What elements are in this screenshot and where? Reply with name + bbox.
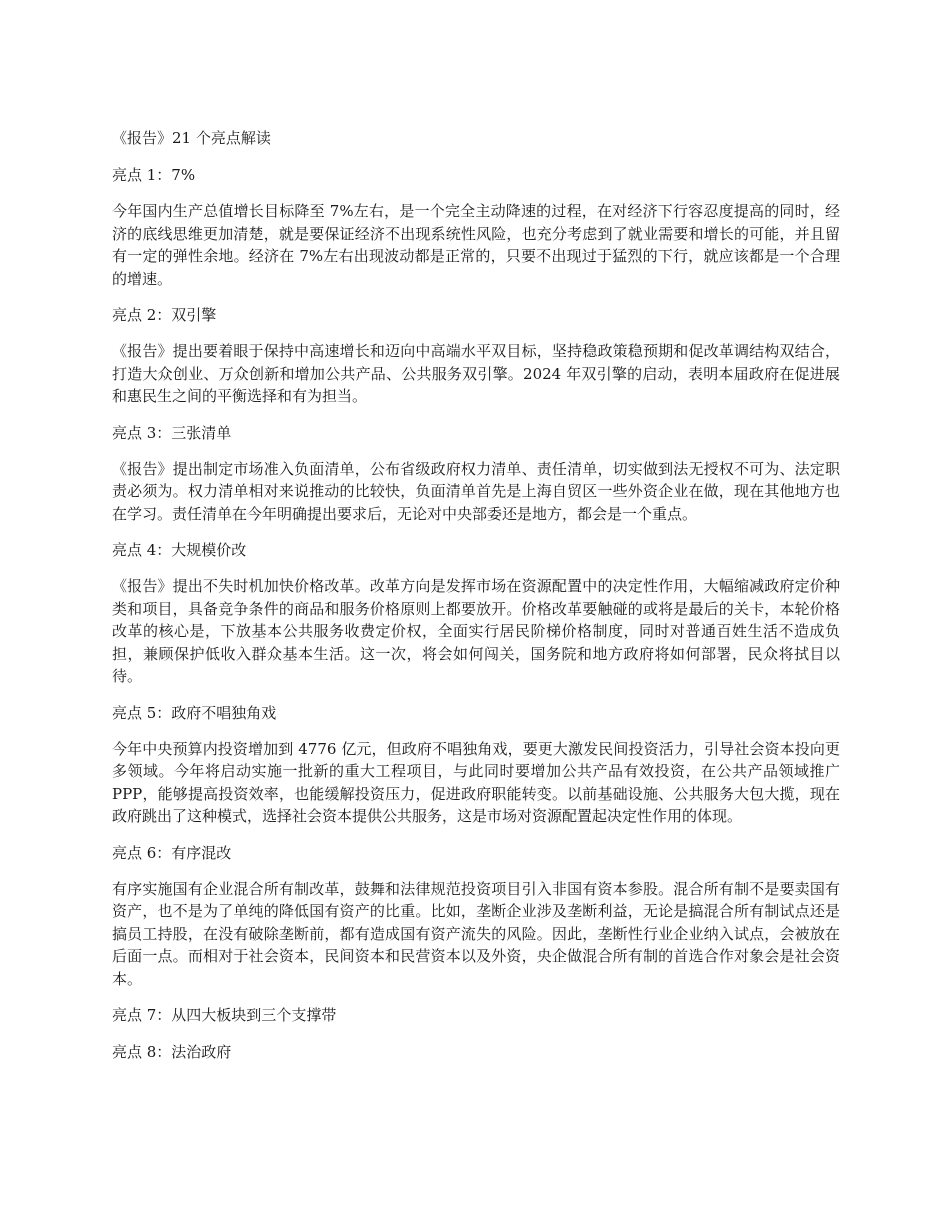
section-paragraph-4: 《报告》提出不失时机加快价格改革。改革方向是发挥市场在资源配置中的决定性作用，大幅缩减政府定价种类和项目，具备竞争条件的商品和服务价格原则上都要放开。价格改革要触碰的或将是最后的关卡，本轮价格改革的核心是，下放基本公共服务收费定价权，全面实行居民阶梯价格制度，同时对普通百姓生活不造成负担，兼顾保护低收入群众基本生活。这一次，将会如何闯关，国务院和地方政府将如何部署，民众将拭目以待。 bbox=[112, 577, 840, 685]
section-heading-2: 亮点 2：双引擎 bbox=[112, 306, 217, 324]
section-paragraph-2: 《报告》提出要着眼于保持中高速增长和迈向中高端水平双目标，坚持稳政策稳预期和促改革调结构双结合，打造大众创业、万众创新和增加公共产品、公共服务双引擎。2024 年双引擎的启动，表明本届政府在促进展和惠民生之间的平衡选择和有为担当。 bbox=[112, 342, 840, 405]
section-heading-7: 亮点 7：从四大板块到三个支撑带 bbox=[112, 1006, 337, 1024]
document-page bbox=[112, 126, 840, 1077]
section-heading-6: 亮点 6：有序混改 bbox=[112, 843, 232, 862]
section-paragraph-5: 今年中央预算内投资增加到 4776 亿元，但政府不唱独角戏，要更大激发民间投资活力，引导社会资本投向更多领域。今年将启动实施一批新的重大工程项目，与此同时要增加公共产品有效投资，在公共产品领域推广 PPP，能够提高投资效率，也能缓解投资压力，促进政府职能转变。以前基础设施、公共服务大包大揽，现在政府跳出了这种模式，选择社会资本提供公共服务，这是市场对资源配置起决定性作用的体现。 bbox=[112, 739, 840, 825]
section-heading-5: 亮点 5：政府不唱独角戏 bbox=[112, 703, 277, 722]
section-heading-4: 亮点 4：大规模价改 bbox=[112, 541, 247, 559]
section-heading-3: 亮点 3：三张清单 bbox=[112, 423, 232, 442]
section-paragraph-3: 《报告》提出制定市场准入负面清单，公布省级政府权力清单、责任清单，切实做到法无授权不可为、法定职责必须为。权力清单相对来说推动的比较快，负面清单首先是上海自贸区一些外资企业在做，现在其他地方也在学习。责任清单在今年明确提出要求后，无论对中央部委还是地方，都会是一个重点。 bbox=[112, 459, 840, 523]
section-heading-1: 亮点 1：7% bbox=[112, 166, 196, 184]
section-heading-8: 亮点 8：法治政府 bbox=[112, 1043, 232, 1061]
document-title: 《报告》21 个亮点解读 bbox=[112, 129, 271, 147]
section-paragraph-1: 今年国内生产总值增长目标降至 7%左右，是一个完全主动降速的过程，在对经济下行容忍度提高的同时，经济的底线思维更加清楚，就是要保证经济不出现系统性风险，也充分考虑到了就业需要和增长的可能，并且留有一定的弹性余地。经济在 7%左右出现波动都是正常的，只要不出现过于猛烈的下行，就应该都是一个合理的增速。 bbox=[112, 202, 840, 288]
section-paragraph-6: 有序实施国有企业混合所有制改革，鼓舞和法律规范投资项目引入非国有资本参股。混合所有制不是要卖国有资产，也不是为了单纯的降低国有资产的比重。比如，垄断企业涉及垄断利益，无论是搞混合所有制试点还是搞员工持股，在没有破除垄断前，都有造成国有资产流失的风险。因此，垄断性行业企业纳入试点，会被放在后面一点。而相对于社会资本，民间资本和民营资本以及外资，央企做混合所有制的首选合作对象会是社会资本。 bbox=[112, 879, 840, 988]
